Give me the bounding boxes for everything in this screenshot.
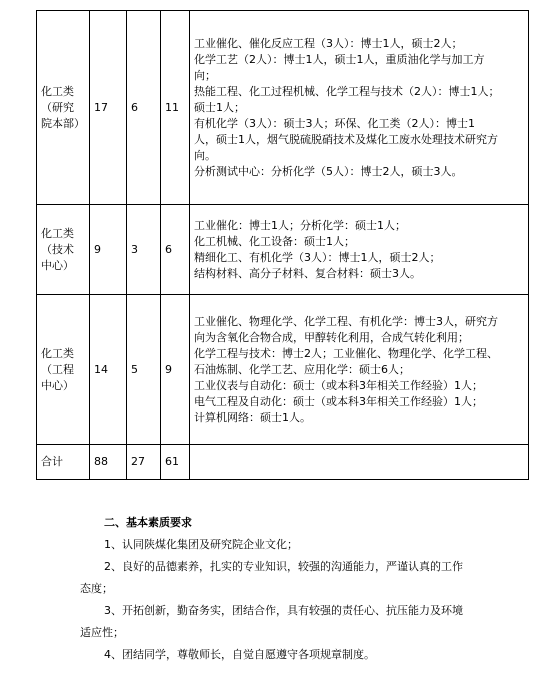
master-count-cell: 61 [161, 445, 190, 480]
requirement-line: 有机化学（3人）：硕士3人；环保、化工类（2人）：博士1 [194, 116, 475, 130]
doctor-count-cell: 27 [127, 445, 161, 480]
category-line: 院本部） [41, 116, 85, 130]
requirement-line: 向为含氧化合物合成，甲醇转化利用，合成气转化利用； [194, 330, 469, 344]
requirement-line: 向； [194, 68, 216, 82]
doctor-count-cell: 5 [127, 295, 161, 445]
requirements-cell [190, 445, 529, 480]
doctor-count-cell: 3 [127, 205, 161, 295]
requirement-line: 电气工程及自动化：硕士（或本科3年相关工作经验）1人； [194, 394, 483, 408]
requirement-item-continued: 态度； [80, 582, 113, 595]
requirement-line: 人，硕士1人，烟气脱硫脱硝技术及煤化工废水处理技术研究方 [194, 132, 498, 146]
requirement-line: 工业仪表与自动化：硕士（或本科3年相关工作经验）1人； [194, 378, 483, 392]
category-line: 化工类 [41, 346, 74, 360]
recruitment-table [36, 10, 529, 480]
total-row [37, 445, 529, 480]
category-line: （技术 [41, 242, 74, 256]
requirement-line: 工业催化、物理化学、化学工程、有机化学：博士3人，研究方 [194, 314, 498, 328]
category-line: （研究 [41, 100, 74, 114]
table-row [37, 295, 529, 445]
requirement-item: 1、认同陕煤化集团及研究院企业文化； [104, 538, 298, 551]
requirement-line: 精细化工、有机化学（3人）：博士1人，硕士2人； [194, 250, 441, 264]
category-line: 中心） [41, 258, 74, 272]
requirement-line: 化学工程与技术：博士2人；工业催化、物理化学、化学工程、 [194, 346, 498, 360]
requirement-line: 热能工程、化工过程机械、化学工程与技术（2人）：博士1人； [194, 84, 500, 98]
category-cell [37, 205, 90, 295]
quality-requirements-section [80, 512, 520, 666]
master-count-cell: 9 [161, 295, 190, 445]
requirements-cell [190, 205, 529, 295]
total-count-cell: 88 [90, 445, 127, 480]
category-line: 中心） [41, 378, 74, 392]
category-cell [37, 11, 90, 205]
requirement-item: 4、团结同学，尊敬师长，自觉自愿遵守各项规章制度。 [104, 648, 375, 661]
total-label-cell: 合计 [37, 445, 90, 480]
master-count-cell: 11 [161, 11, 190, 205]
requirement-item-continued: 适应性； [80, 626, 124, 639]
requirement-line: 工业催化：博士1人；分析化学：硕士1人； [194, 218, 406, 232]
requirements-cell [190, 295, 529, 445]
total-count-cell: 9 [90, 205, 127, 295]
doctor-count-cell: 6 [127, 11, 161, 205]
requirement-line: 化学工艺（2人）：博士1人，硕士1人，重质油化学与加工方 [194, 52, 485, 66]
table-row [37, 11, 529, 205]
requirement-line: 分析测试中心：分析化学（5人）：博士2人，硕士3人。 [194, 164, 463, 178]
requirement-line: 硕士1人； [194, 100, 245, 114]
category-cell [37, 295, 90, 445]
requirements-cell [190, 11, 529, 205]
requirement-line: 石油炼制、化学工艺、应用化学：硕士6人； [194, 362, 410, 376]
category-line: 化工类 [41, 84, 74, 98]
master-count-cell: 6 [161, 205, 190, 295]
table-row [37, 205, 529, 295]
category-line: （工程 [41, 362, 74, 376]
total-count-cell: 14 [90, 295, 127, 445]
total-count-cell: 17 [90, 11, 127, 205]
requirement-item: 3、开拓创新，勤奋务实，团结合作，具有较强的责任心、抗压能力及环境 [104, 604, 463, 617]
requirement-item: 2、良好的品德素养，扎实的专业知识，较强的沟通能力，严谨认真的工作 [104, 560, 463, 573]
section-heading: 二、基本素质要求 [104, 516, 192, 529]
requirement-line: 结构材料、高分子材料、复合材料：硕士3人。 [194, 266, 421, 280]
requirement-line: 向。 [194, 148, 216, 162]
category-line: 化工类 [41, 226, 74, 240]
requirement-line: 化工机械、化工设备：硕士1人； [194, 234, 355, 248]
requirement-line: 计算机网络：硕士1人。 [194, 410, 311, 424]
requirement-line: 工业催化、催化反应工程（3人）：博士1人，硕士2人； [194, 36, 463, 50]
